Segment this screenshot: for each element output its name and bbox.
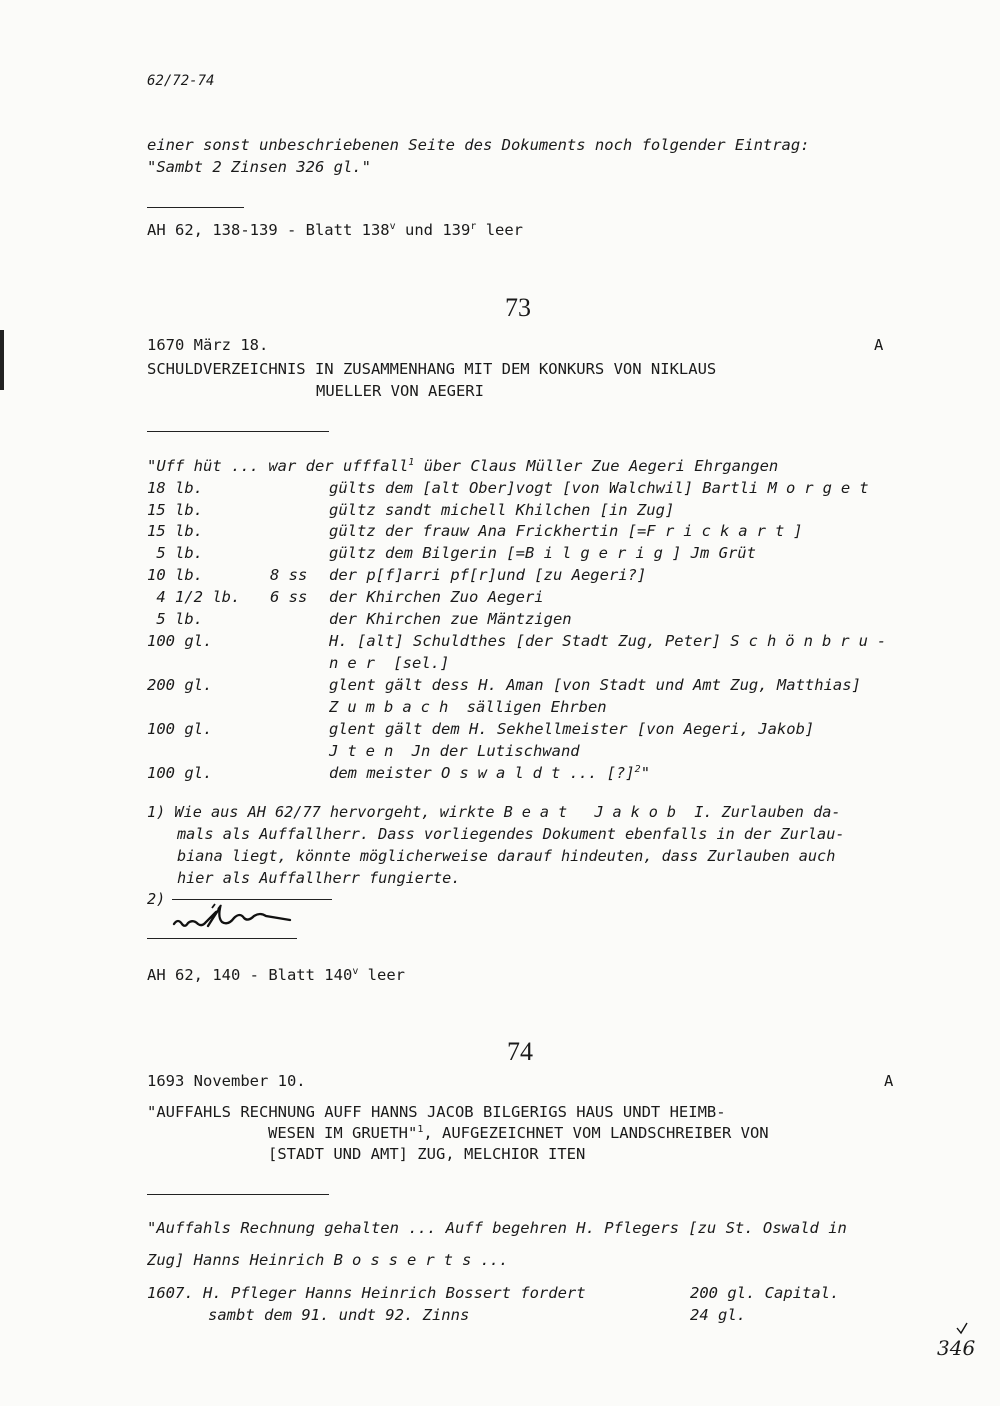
doc-title-line-3: [STADT UND AMT] ZUG, MELCHIOR ITEN (268, 1145, 586, 1163)
doc-title-line-2: MUELLER VON AEGERI (316, 382, 484, 400)
row-amount: 5 lb. (147, 610, 203, 628)
row-amount: 100 gl. (147, 720, 213, 738)
doc-title-line-1: "AUFFAHLS RECHNUNG AUFF HANNS JACOB BILGERIGS HAUS UNDT HEIMB- (147, 1103, 726, 1121)
separator-rule (147, 1194, 329, 1195)
row-text: der Khirchen Zuo Aegeri (329, 588, 544, 606)
footnote-1-line-2: mals als Auffallherr. Dass vorliegendes Dokument ebenfalls in der Zurlau- (177, 825, 845, 843)
row-amount: 200 gl. (147, 676, 213, 694)
doc-title-line-2: WESEN IM GRUETH"$^1$, AUFGEZEICHNET VOM LANDSCHREIBER VON (268, 1123, 769, 1142)
row-text: H. [alt] Schuldthes [der Stadt Zug, Peter] Schönbru- (329, 632, 896, 650)
intro-line-1: einer sonst unbeschriebenen Seite des Dokuments noch folgender Eintrag: (147, 136, 810, 154)
row-text: gülts dem [alt Ober]vogt [von Walchwil] Bartli Morget (329, 479, 878, 497)
footnote-2-label: 2) (147, 890, 166, 908)
row-text: der Khirchen zue Mäntzigen (329, 610, 572, 628)
doc-number-73: 73 (505, 293, 531, 322)
handwritten-mark-icon (168, 902, 318, 934)
row-text-continued: Jten Jn der Lutischwand (329, 742, 580, 760)
row-text: gültz der frauw Ana Frickhertin [=F rickart] (329, 522, 803, 540)
footnote-1-line-4: hier als Auffallherr fungierte. (177, 869, 461, 887)
row-amount: 18 lb. (147, 479, 203, 497)
transcript-line-2: Zug] Hanns Heinrich Bosserts... (147, 1251, 509, 1269)
transcript-line-4a: sambt dem 91. undt 92. Zinns (208, 1306, 470, 1324)
opening-line: "Uff hüt ... war der ufffall$^1$ über Claus Müller Zue Aegeri Ehrgangen (147, 456, 779, 475)
row-amount: 15 lb. (147, 522, 203, 540)
row-text: gültz dem Bilgerin [=B ilgerig] Jm Grüt (329, 544, 756, 562)
row-extra: 8 ss (270, 566, 308, 584)
doc-date: 1670 März 18. (147, 336, 269, 354)
doc-grade: A (884, 1072, 894, 1090)
transcript-line-3b: 200 gl. Capital. (690, 1284, 840, 1302)
blank-leaf-note: AH 62, 138-139 - Blatt 138$^v$ und 139$^r$ leer (147, 220, 524, 239)
footnote-1-line-1: 1) Wie aus AH 62/77 hervorgeht, wirkte Beat Jakob I. Zurlauben da- (147, 803, 841, 821)
row-text: glent gält dess H. Aman [von Stadt und Amt Zug, Matthias] (329, 676, 861, 694)
row-amount: 15 lb. (147, 501, 203, 519)
row-text: glent gält dem H. Sekhellmeister [von Aegeri, Jakob] (329, 720, 815, 738)
scan-edge-mark (0, 330, 4, 390)
row-text-continued: Zumbach sälligen Ehrben (329, 698, 607, 716)
footnote-rule (172, 899, 332, 900)
doc-grade: A (874, 336, 884, 354)
row-amount: 100 gl. (147, 632, 213, 650)
row-amount: 100 gl. (147, 764, 213, 782)
intro-line-2: "Sambt 2 Zinsen 326 gl." (147, 158, 371, 176)
separator-rule (147, 431, 329, 432)
doc-date: 1693 November 10. (147, 1072, 306, 1090)
transcript-line-4b: 24 gl. (690, 1306, 746, 1324)
row-text-continued: ner [sel.] (329, 654, 450, 672)
check-mark-icon (955, 1322, 969, 1336)
separator-rule (147, 207, 244, 208)
document-reference: 62/72-74 (147, 73, 215, 89)
page-number-handwritten: 346 (937, 1336, 976, 1360)
row-extra: 6 ss (270, 588, 308, 606)
row-amount: 10 lb. (147, 566, 203, 584)
row-amount: 5 lb. (147, 544, 203, 562)
row-text: der p[f]arri pf[r]und [zu Aegeri?] (329, 566, 647, 584)
separator-rule (147, 938, 297, 939)
doc-title-line-1: SCHULDVERZEICHNIS IN ZUSAMMENHANG MIT DEM KONKURS VON NIKLAUS (147, 360, 717, 378)
footnote-1-line-3: biana liegt, könnte möglicherweise darauf hindeuten, dass Zurlauben auch (177, 847, 836, 865)
blank-leaf-note: AH 62, 140 - Blatt 140$^v$ leer (147, 965, 406, 984)
doc-number-74: 74 (507, 1037, 533, 1066)
transcript-line-1: "Auffahls Rechnung gehalten ... Auff begehren H. Pflegers [zu St. Oswald in (147, 1219, 847, 1237)
transcript-line-3a: 1607. H. Pfleger Hanns Heinrich Bossert fordert (147, 1284, 586, 1302)
row-text: gültz sandt michell Khilchen [in Zug] (329, 501, 675, 519)
row-text: dem meister Oswaldt... [?]$^2$" (329, 763, 651, 782)
row-amount: 4 1/2 lb. (147, 588, 241, 606)
